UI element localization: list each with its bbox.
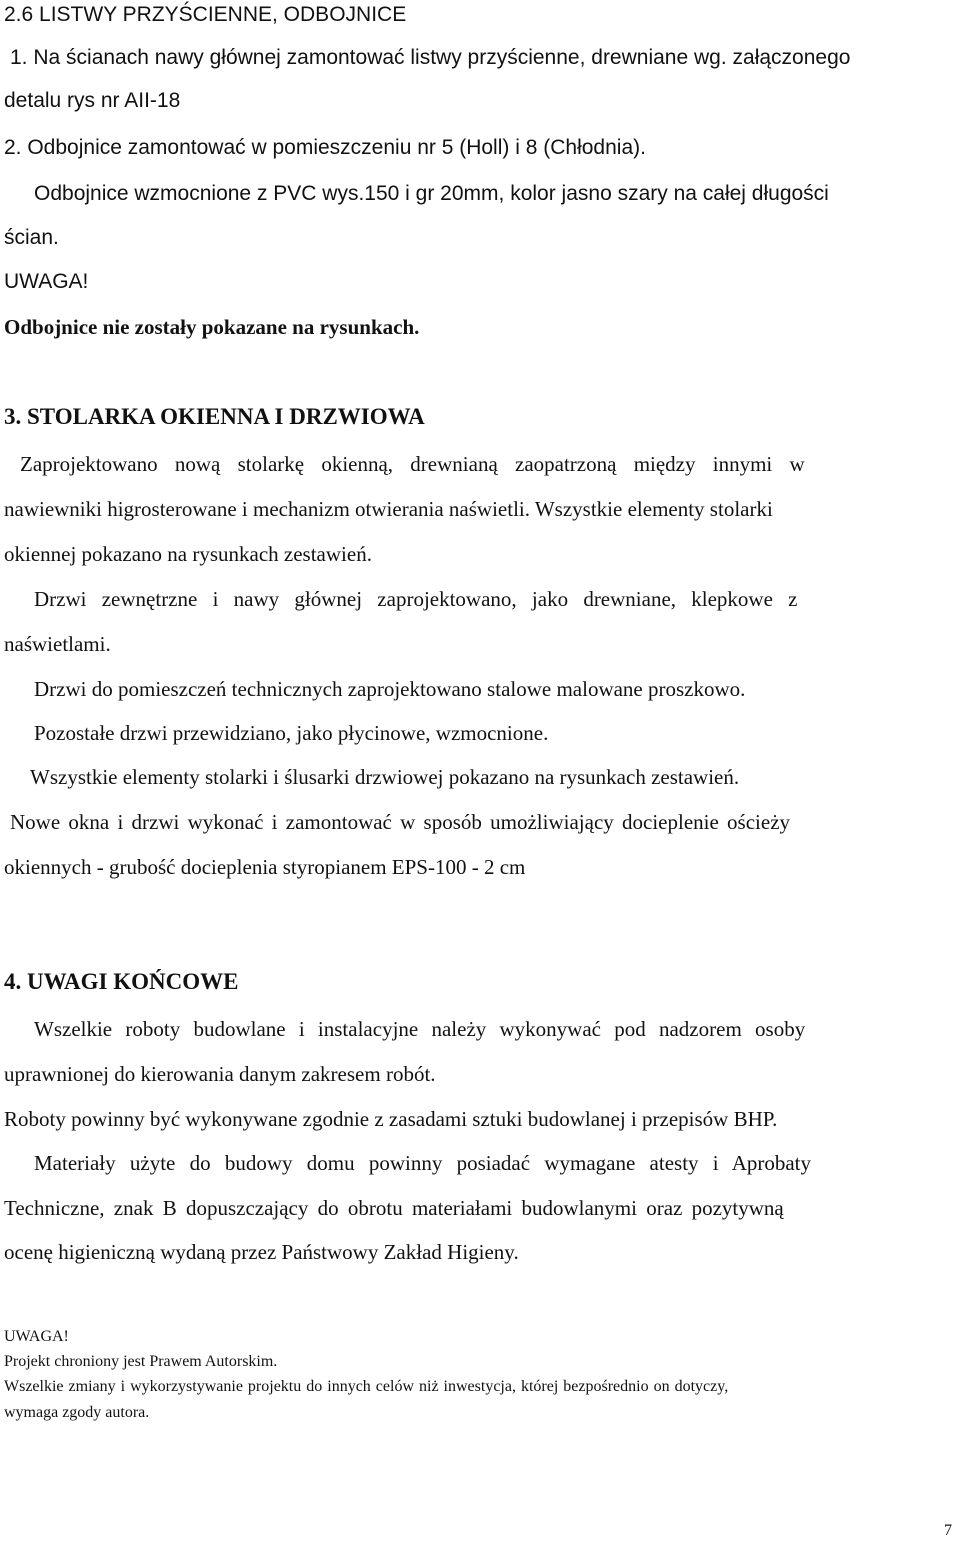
section-3-para-1-line-1-text: Zaprojektowano nową stolarkę okienną, drewnianą zaopatrzoną między innymi w (20, 452, 805, 476)
section-3-para-4: Pozostałe drzwi przewidziano, jako płycinowe, wzmocnione. (34, 721, 549, 745)
section-4-title: 4. UWAGI KOŃCOWE (4, 969, 239, 994)
section-3-para-1-line-2: nawiewniki higrosterowane i mechanizm otwierania naświetli. Wszystkie elementy stolarki (4, 497, 773, 521)
section-2-6-warning-label: UWAGA! (4, 270, 89, 293)
section-3-title: 3. STOLARKA OKIENNA I DRZWIOWA (4, 404, 425, 429)
section-4-para-3-line-1: Materiały użyte do budowy domu powinny posiadać wymagane atesty i Aprobaty (34, 1151, 812, 1175)
footer-warning-label: UWAGA! (4, 1328, 69, 1345)
section-3-para-1-line-3: okiennej pokazano na rysunkach zestawień. (4, 542, 372, 566)
section-2-6-item-2-line-2: Odbojnice wzmocnione z PVC wys.150 i gr 20mm, kolor jasno szary na całej długości (34, 182, 829, 205)
footer-changes-note-line-2: wymaga zgody autora. (4, 1404, 150, 1421)
section-3-para-2-line-1: Drzwi zewnętrzne i nawy głównej zaprojektowano, jako drewniane, klepkowe z (34, 587, 798, 611)
section-4-para-1-line-1: Wszelkie roboty budowlane i instalacyjne należy wykonywać pod nadzorem osoby (34, 1017, 806, 1041)
section-2-6-item-2-line-3: ścian. (4, 226, 59, 249)
section-3-para-3: Drzwi do pomieszczeń technicznych zaprojektowano stalowe malowane proszkowo. (34, 677, 746, 701)
section-4-para-2: Roboty powinny być wykonywane zgodnie z zasadami sztuki budowlanej i przepisów BHP. (4, 1107, 778, 1131)
section-3-para-6-line-1: Nowe okna i drzwi wykonać i zamontować w sposób umożliwiający docieplenie ościeży (10, 810, 791, 834)
section-3-para-5: Wszystkie elementy stolarki i ślusarki drzwiowej pokazano na rysunkach zestawień. (30, 765, 740, 789)
section-2-6-item-1-line-1: 1. Na ścianach nawy głównej zamontować listwy przyścienne, drewniane wg. załączonego (10, 46, 851, 69)
section-4-para-3-line-3: ocenę higieniczną wydaną przez Państwowy Zakład Higieny. (4, 1240, 519, 1264)
section-3-para-2-line-2: naświetlami. (4, 632, 111, 656)
section-2-6-item-1-line-2: detalu rys nr AII-18 (4, 89, 181, 112)
section-2-6-title: 2.6 LISTWY PRZYŚCIENNE, ODBOJNICE (4, 3, 407, 26)
section-3-para-6-line-2: okiennych - grubość docieplenia styropianem EPS-100 - 2 cm (4, 855, 526, 879)
section-2-6-item-2-line-1: 2. Odbojnice zamontować w pomieszczeniu nr 5 (Holl) i 8 (Chłodnia). (4, 136, 646, 159)
section-4-para-1-line-2: uprawnionej do kierowania danym zakresem robót. (4, 1062, 436, 1086)
section-3-para-1-line-1 (4, 452, 956, 477)
page-number: 7 (944, 1522, 952, 1539)
section-2-6-warning-note: Odbojnice nie zostały pokazane na rysunkach. (4, 315, 420, 339)
section-4-para-3-line-2: Techniczne, znak B dopuszczający do obrotu materiałami budowlanymi oraz pozytywną (4, 1196, 784, 1220)
footer-changes-note-line-1: Wszelkie zmiany i wykorzystywanie projektu do innych celów niż inwestycja, której bezpośrednio on dotyczy, (4, 1378, 729, 1395)
footer-copyright-note: Projekt chroniony jest Prawem Autorskim. (4, 1353, 278, 1370)
